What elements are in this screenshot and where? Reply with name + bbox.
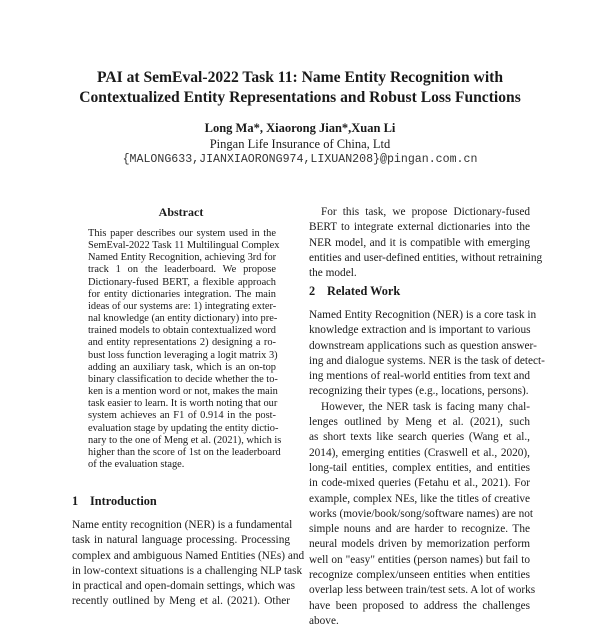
body-line: entities and user-defined entities, without retraining	[309, 251, 543, 264]
abstract-line: Named Entity Recognition, achieving 3rd for	[88, 252, 277, 264]
title-line-2: Contextualized Entity Representations and Robust Loss Functions	[79, 89, 521, 106]
section-heading-introduction	[72, 494, 157, 508]
affiliation: Pingan Life Insurance of China, Ltd	[209, 137, 391, 151]
body-line: task in natural language processing. Processing	[72, 534, 290, 547]
body-line: lenges outlined by Meng et al. (2021), such	[309, 416, 530, 429]
body-line: in low-context situations is a challenging NLP task	[72, 564, 303, 577]
body-line: works (movie/book/song/software names) are not	[309, 507, 534, 520]
abstract-line: trained models to obtain contextualized word	[88, 325, 276, 337]
body-line: as short texts like search queries (Wang et al.,	[309, 431, 530, 444]
body-line: complex and ambiguous Named Entities (NEs) and	[72, 549, 305, 562]
author-list: Long Ma*, Xiaorong Jian*,Xuan Li	[204, 121, 396, 135]
abstract-line: This paper describes our system used in the	[88, 228, 276, 239]
abstract-line: SemEval-2022 Task 11 Multilingual Complex	[88, 240, 280, 252]
body-line: However, the NER task is facing many chal-	[321, 400, 530, 413]
body-line: ing mentions of real-world entities from text and	[309, 370, 530, 383]
body-line: downstream applications such as question answer-	[309, 339, 537, 352]
body-line: have been proposed to address the challenges	[309, 599, 530, 612]
body-line: Name entity recognition (NER) is a fundamental	[72, 519, 293, 531]
body-line: For this task, we propose Dictionary-fused	[321, 206, 530, 218]
abstract-line: track 1 on the leaderboard. We propose	[88, 264, 276, 276]
abstract-line: binary classification to decide whether the to-	[88, 373, 278, 385]
body-line: in practical and open-domain settings, which was	[72, 580, 296, 593]
body-line: the model.	[309, 267, 357, 280]
body-line: 2014), emerging entities (Craswell et al., 2020),	[309, 446, 530, 459]
body-line: well on "easy" entities (person names) but fail to	[309, 553, 530, 566]
body-line: simple nouns and are harder to recognize. The	[309, 523, 530, 536]
body-line: NER model, and it is compatible with emerging	[309, 236, 530, 249]
author-emails: {MALONG633,JIANXIAORONG974,LIXUAN208}@pingan.com.cn	[122, 153, 478, 166]
introduction-continued	[309, 205, 543, 281]
body-line: in code-mixed queries (Fetahu et al., 2021). For	[309, 477, 530, 490]
title-line-1: PAI at SemEval-2022 Task 11: Name Entity Recognition with	[96, 69, 504, 86]
section-number: 2	[309, 284, 316, 298]
paper-title	[40, 68, 560, 108]
abstract-line: ideas of our systems are: 1) integrating exter-	[88, 300, 277, 312]
body-line: neural models driven by memorization perform	[309, 538, 530, 551]
body-line: recognize complex/unseen entities when entities	[309, 569, 530, 582]
body-line: BERT to integrate external dictionaries into the	[309, 221, 530, 234]
abstract-line: evaluation stage by updating the entity dictio-	[88, 422, 279, 434]
abstract-line: for entity dictionaries integration. The main	[88, 288, 276, 300]
section-title: Introduction	[90, 494, 157, 508]
abstract-heading: Abstract	[158, 205, 204, 219]
related-work-body	[309, 308, 545, 629]
body-line: example, complex NEs, like the titles of creative	[309, 492, 530, 505]
section-heading-related-work	[309, 284, 400, 298]
body-line: recognizing their types (e.g., locations, persons).	[309, 385, 529, 398]
abstract-line: Dictionary-fused BERT, a flexible approach	[88, 276, 276, 288]
body-line: long-tail entities, complex entities, and entities	[309, 461, 530, 474]
abstract-line: task easier to learn. It is worth noting that our	[88, 398, 278, 410]
introduction-body	[72, 518, 305, 610]
body-line: overlap less between train/test sets. A lot of works	[309, 584, 536, 597]
abstract-line: bust loss function leveraging a logit matrix 3)	[88, 349, 278, 361]
section-title: Related Work	[327, 284, 401, 298]
abstract-line: of the evaluation stage.	[88, 458, 185, 470]
body-line: above.	[309, 614, 339, 627]
abstract-line: nal knowledge (an entity dictionary) into pre-	[88, 313, 278, 325]
abstract-line: higher than the score of 1st on the leaderboard	[88, 446, 281, 458]
abstract-line: ken is a mention word or not, makes the main	[88, 386, 278, 398]
section-number: 1	[72, 494, 79, 508]
abstract-line: nary to the one of Meng et al. (2021), which is	[88, 434, 282, 446]
body-line: ing and dialogue systems. NER is the task of detect-	[309, 354, 545, 367]
abstract-line: adding an auxiliary task, which is an on-top	[88, 361, 276, 373]
body-line: knowledge extraction and is important to various	[309, 324, 531, 337]
abstract-line: and entity representations 2) designing a ro-	[88, 337, 276, 349]
body-line: recently outlined by Meng et al. (2021). Other	[72, 595, 290, 608]
abstract-line: system achieves an F1 of 0.914 in the post-	[88, 410, 276, 422]
abstract-body	[88, 228, 282, 471]
body-line: Named Entity Recognition (NER) is a core task in	[309, 309, 537, 321]
